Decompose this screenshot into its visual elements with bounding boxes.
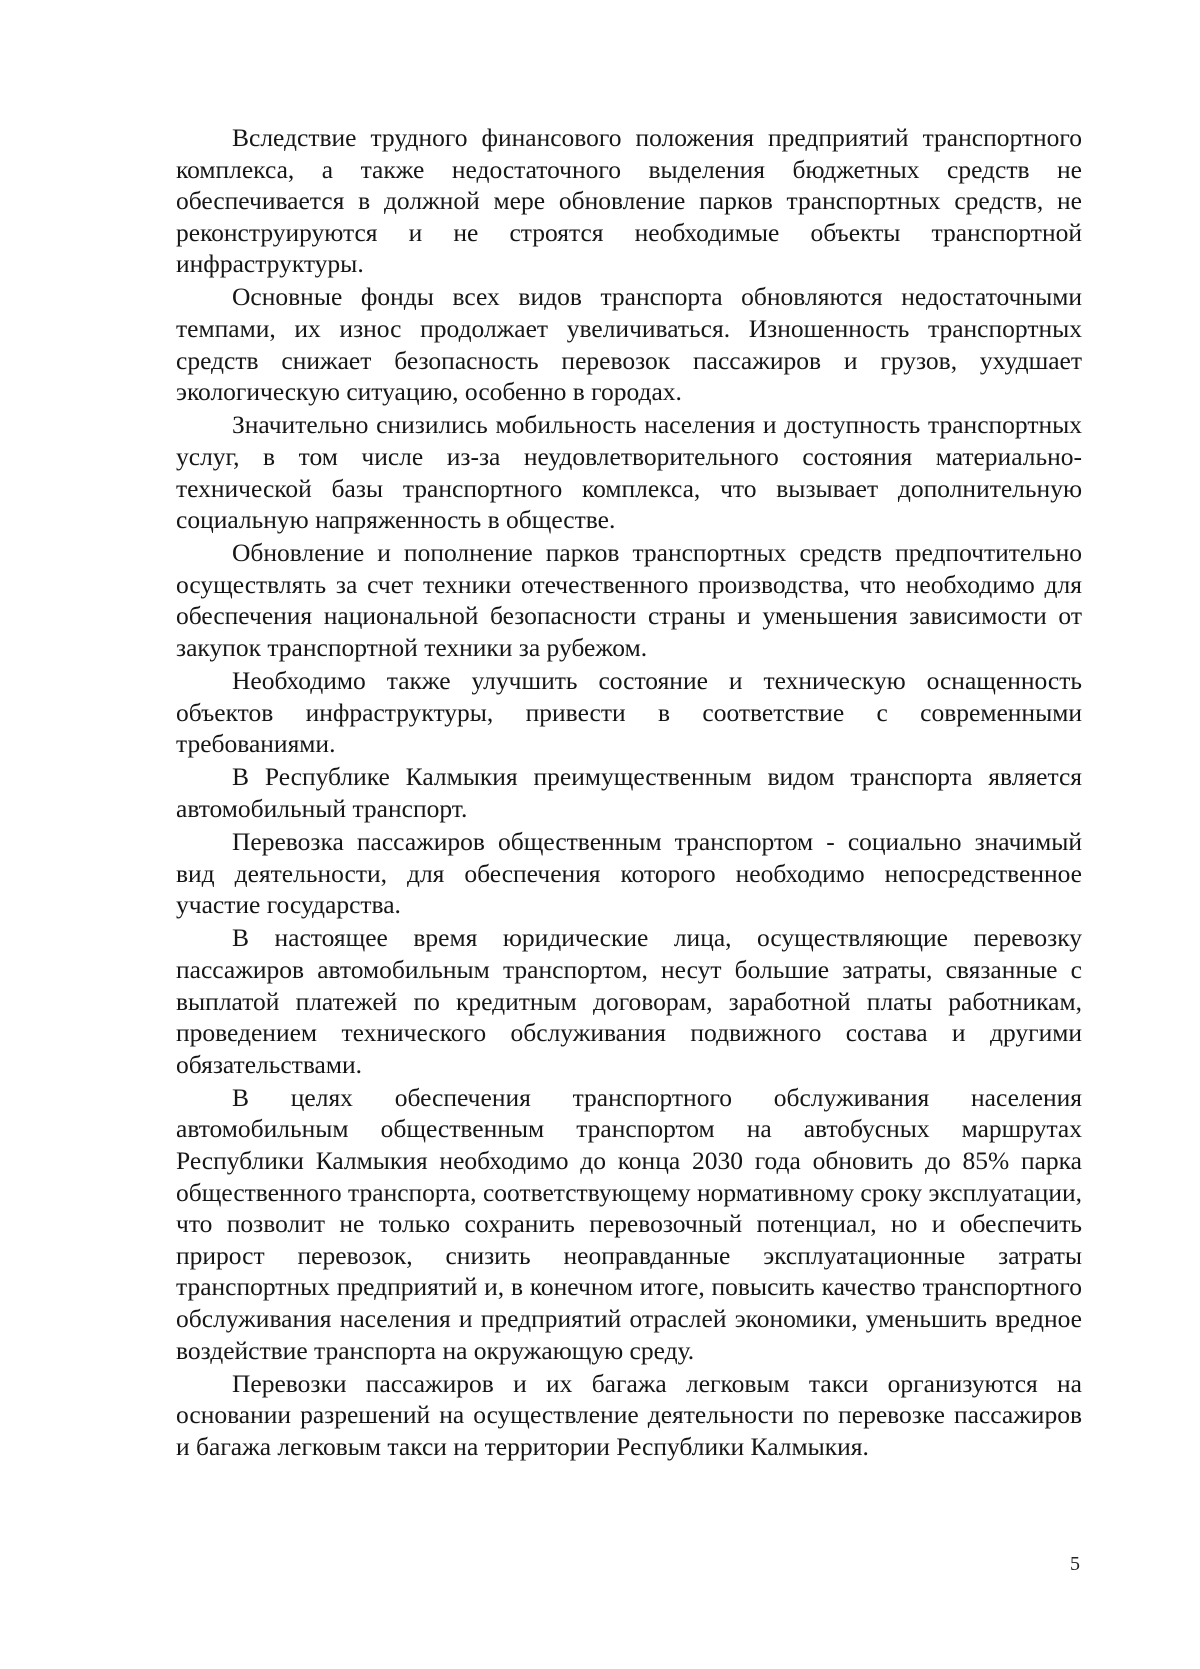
paragraph-fleet-target-2030: В целях обеспечения транспортного обслуживания населения автомобильным общественным транспортом на автобусных маршрутах Республики Калмыкия необходимо до конца 2030 года обновить до 85% парка общественного транспорта, соответствующему нормативному сроку эксплуатации, что позволит не только сохранить перевозочный потенциал, но и обеспечить прирост перевозок, снизить неоправданные эксплуатационные затраты транспортных предприятий и, в конечном итоге, повысить качество транспортного обслуживания населения и предприятий отраслей экономики, уменьшить вредное воздействие транспорта на окружающую среду. [176,1082,1082,1365]
paragraph-operator-costs: В настоящее время юридические лица, осуществляющие перевозку пассажиров автомобильным транспортом, несут большие затраты, связанные с выплатой платежей по кредитным договорам, заработной платы работникам, проведением технического обслуживания подвижного состава и другими обязательствами. [176,923,1082,1079]
paragraph-public-transport: Перевозка пассажиров общественным транспортом - социально значимый вид деятельности, для обеспечения которого необходимо непосредственное участие государства. [176,827,1082,920]
paragraph-fixed-assets: Основные фонды всех видов транспорта обновляются недостаточными темпами, их износ продолжает увеличиваться. Изношенность транспортных средств снижает безопасность перевозок пассажиров и грузов, ухудшает экологическую ситуацию, особенно в городах. [176,282,1082,407]
paragraph-road-transport: В Республике Калмыкия преимущественным видом транспорта является автомобильный транспорт. [176,762,1082,823]
paragraph-taxi: Перевозки пассажиров и их багажа легковым такси организуются на основании разрешений на осуществление деятельности по перевозке пассажиров и багажа легковым такси на территории Республики Калмыкия. [176,1368,1082,1461]
paragraph-mobility: Значительно снизились мобильность населения и доступность транспортных услуг, в том числе из-за неудовлетворительного состояния материально-технической базы транспортного комплекса, что вызывает дополнительную социальную напряженность в обществе. [176,410,1082,535]
page-number: 5 [1070,1553,1080,1575]
paragraph-financial-situation: Вследствие трудного финансового положения предприятий транспортного комплекса, а также недостаточного выделения бюджетных средств не обеспечивается в должной мере обновление парков транспортных средств, не реконструируются и не строятся необходимые объекты транспортной инфраструктуры. [176,123,1082,279]
paragraph-fleet-renewal: Обновление и пополнение парков транспортных средств предпочтительно осуществлять за счет техники отечественного производства, что необходимо для обеспечения национальной безопасности страны и уменьшения зависимости от закупок транспортной техники за рубежом. [176,538,1082,662]
document-body [176,122,1082,1464]
paragraph-infrastructure: Необходимо также улучшить состояние и техническую оснащенность объектов инфраструктуры, привести в соответствие с современными требованиями. [176,666,1082,759]
